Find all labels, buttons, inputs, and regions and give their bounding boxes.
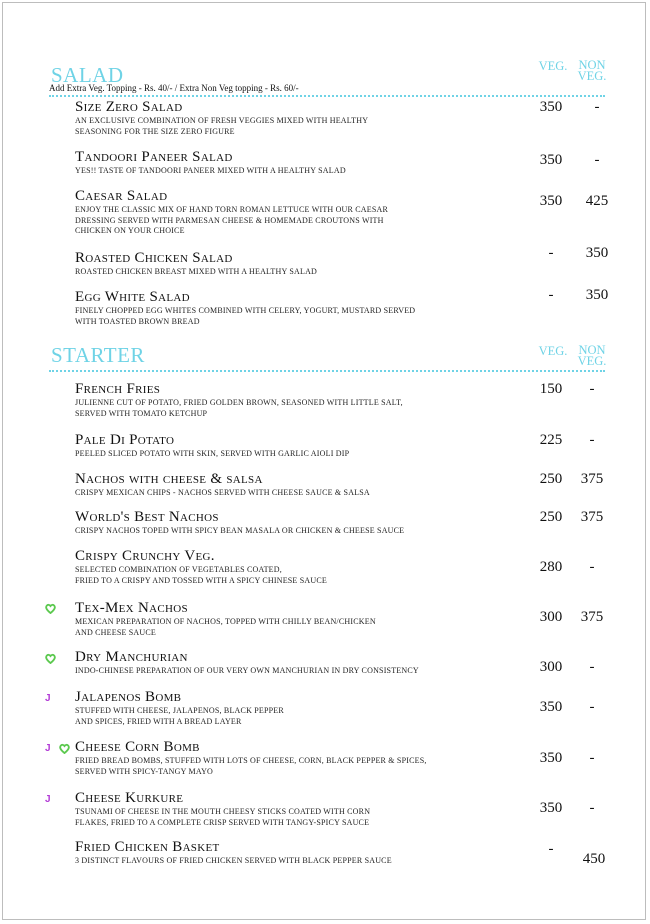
nonveg-column-header bbox=[572, 60, 612, 82]
nonveg-header-line2: VEG. bbox=[577, 354, 607, 368]
veg-price: 300 bbox=[539, 609, 563, 625]
section-divider bbox=[49, 370, 605, 372]
menu-item bbox=[75, 509, 545, 537]
veg-column-header: VEG. bbox=[538, 59, 568, 73]
item-name: Cheese Kurkure bbox=[75, 790, 184, 806]
nonveg-price: - bbox=[589, 699, 595, 715]
menu-item bbox=[75, 471, 545, 499]
menu-item bbox=[75, 99, 545, 137]
item-description: PEELED SLICED POTATO WITH SKIN, SERVED WITH GARLIC AIOLI DIP bbox=[75, 449, 350, 458]
section-title-starter: STARTER bbox=[51, 343, 145, 367]
menu-item bbox=[75, 188, 545, 237]
heart-leaf-icon bbox=[59, 743, 70, 754]
nonveg-price: 350 bbox=[585, 245, 609, 261]
nonveg-price: - bbox=[594, 99, 600, 115]
item-description: FINELY CHOPPED EGG WHITES COMBINED WITH CELERY, YOGURT, MUSTARD SERVED WITH TOASTED BROWN BREAD bbox=[75, 306, 416, 326]
menu-item bbox=[75, 600, 545, 638]
item-name: World's Best Nachos bbox=[75, 509, 219, 525]
item-name: French Fries bbox=[75, 381, 161, 397]
item-name: Tandoori Paneer Salad bbox=[75, 149, 233, 165]
nonveg-price: 425 bbox=[585, 193, 609, 209]
menu-item bbox=[75, 689, 545, 727]
veg-price: 350 bbox=[539, 99, 563, 115]
nonveg-header-line1: NON bbox=[578, 343, 606, 357]
item-description: INDO-CHINESE PREPARATION OF OUR VERY OWN MANCHURIAN IN DRY CONSISTENCY bbox=[75, 666, 419, 675]
veg-price: 350 bbox=[539, 800, 563, 816]
menu-item bbox=[75, 149, 545, 177]
item-description: ENJOY THE CLASSIC MIX OF HAND TORN ROMAN LETTUCE WITH OUR CAESAR DRESSING SERVED WITH PARMESAN CHEESE & HOMEMADE CROUTONS WITH CHICKEN ON YOUR CHOICE bbox=[75, 205, 389, 235]
item-description: CRISPY MEXICAN CHIPS - NACHOS SERVED WITH CHEESE SAUCE & SALSA bbox=[75, 488, 370, 497]
veg-price: - bbox=[548, 287, 554, 303]
item-description: JULIENNE CUT OF POTATO, FRIED GOLDEN BROWN, SEASONED WITH LITTLE SALT, SERVED WITH TOMATO KETCHUP bbox=[75, 398, 403, 418]
item-name: Jalapenos Bomb bbox=[75, 689, 182, 705]
jain-badge: J bbox=[45, 794, 51, 805]
menu-item bbox=[75, 739, 545, 777]
veg-price: 250 bbox=[539, 471, 563, 487]
nonveg-price: 375 bbox=[580, 509, 604, 525]
nonveg-price: 375 bbox=[580, 471, 604, 487]
veg-price: 350 bbox=[539, 750, 563, 766]
nonveg-price: - bbox=[589, 381, 595, 397]
item-description: STUFFED WITH CHEESE, JALAPENOS, BLACK PEPPER AND SPICES, FRIED WITH A BREAD LAYER bbox=[75, 706, 284, 726]
nonveg-price: - bbox=[589, 559, 595, 575]
jain-badge: J bbox=[45, 743, 51, 754]
heart-leaf-icon bbox=[45, 653, 56, 664]
veg-price: 225 bbox=[539, 432, 563, 448]
veg-price: 250 bbox=[539, 509, 563, 525]
item-name: Fried Chicken Basket bbox=[75, 839, 220, 855]
menu-page bbox=[2, 2, 646, 920]
item-description: MEXICAN PREPARATION OF NACHOS, TOPPED WITH CHILLY BEAN/CHICKEN AND CHEESE SAUCE bbox=[75, 617, 376, 637]
item-description: 3 DISTINCT FLAVOURS OF FRIED CHICKEN SERVED WITH BLACK PEPPER SAUCE bbox=[75, 856, 392, 865]
nonveg-price: - bbox=[589, 432, 595, 448]
topping-note: Add Extra Veg. Topping - Rs. 40/- / Extra Non Veg topping - Rs. 60/- bbox=[49, 83, 299, 93]
item-description: TSUNAMI OF CHEESE IN THE MOUTH CHEESY STICKS COATED WITH CORN FLAKES, FRIED TO A COMPLETE CRISP SERVED WITH TANGY-SPICY SAUCE bbox=[75, 807, 371, 827]
item-name: Size Zero Salad bbox=[75, 99, 183, 115]
jain-badge: J bbox=[45, 693, 51, 704]
item-description: AN EXCLUSIVE COMBINATION OF FRESH VEGGIES MIXED WITH HEALTHY SEASONING FOR THE SIZE ZERO FIGURE bbox=[75, 116, 369, 136]
menu-item bbox=[75, 250, 545, 278]
veg-price: 350 bbox=[539, 699, 563, 715]
nonveg-price: - bbox=[589, 659, 595, 675]
section-title-salad: SALAD bbox=[51, 63, 124, 87]
nonveg-column-header bbox=[572, 345, 612, 367]
item-name: Pale Di Potato bbox=[75, 432, 175, 448]
nonveg-price: - bbox=[589, 800, 595, 816]
menu-item bbox=[75, 649, 545, 677]
item-description: FRIED BREAD BOMBS, STUFFED WITH LOTS OF CHEESE, CORN, BLACK PEPPER & SPICES, SERVED WITH SPICY-TANGY MAYO bbox=[75, 756, 427, 776]
nonveg-price: - bbox=[589, 750, 595, 766]
item-description: SELECTED COMBINATION OF VEGETABLES COATED, FRIED TO A CRISPY AND TOSSED WITH A SPICY CHINESE SAUCE bbox=[75, 565, 327, 585]
veg-price: - bbox=[548, 245, 554, 261]
nonveg-price: - bbox=[594, 152, 600, 168]
veg-column-header: VEG. bbox=[538, 344, 568, 358]
item-description: ROASTED CHICKEN BREAST MIXED WITH A HEALTHY SALAD bbox=[75, 267, 318, 276]
item-name: Crispy Crunchy Veg. bbox=[75, 548, 215, 564]
nonveg-header-line1: NON bbox=[578, 58, 606, 72]
item-description: YES!! TASTE OF TANDOORI PANEER MIXED WITH A HEALTHY SALAD bbox=[75, 166, 346, 175]
nonveg-header-line2: VEG. bbox=[577, 69, 607, 83]
menu-item bbox=[75, 790, 545, 828]
menu-item bbox=[75, 548, 545, 586]
veg-price: 350 bbox=[539, 193, 563, 209]
item-name: Egg White Salad bbox=[75, 289, 190, 305]
veg-price: 350 bbox=[539, 152, 563, 168]
menu-item bbox=[75, 432, 545, 460]
heart-leaf-icon bbox=[45, 603, 56, 614]
item-name: Caesar Salad bbox=[75, 188, 168, 204]
veg-price: 300 bbox=[539, 659, 563, 675]
item-name: Nachos with cheese & salsa bbox=[75, 471, 263, 487]
section-divider bbox=[49, 95, 605, 97]
item-name: Roasted Chicken Salad bbox=[75, 250, 233, 266]
menu-item bbox=[75, 381, 545, 419]
veg-price: - bbox=[548, 841, 554, 857]
nonveg-price: 450 bbox=[582, 851, 606, 867]
veg-price: 150 bbox=[539, 381, 563, 397]
item-name: Cheese Corn Bomb bbox=[75, 739, 200, 755]
nonveg-price: 350 bbox=[585, 287, 609, 303]
item-name: Dry Manchurian bbox=[75, 649, 188, 665]
menu-item bbox=[75, 289, 545, 327]
menu-item bbox=[75, 839, 545, 867]
veg-price: 280 bbox=[539, 559, 563, 575]
item-name: Tex-Mex Nachos bbox=[75, 600, 188, 616]
nonveg-price: 375 bbox=[580, 609, 604, 625]
item-description: CRISPY NACHOS TOPED WITH SPICY BEAN MASALA OR CHICKEN & CHEESE SAUCE bbox=[75, 526, 405, 535]
